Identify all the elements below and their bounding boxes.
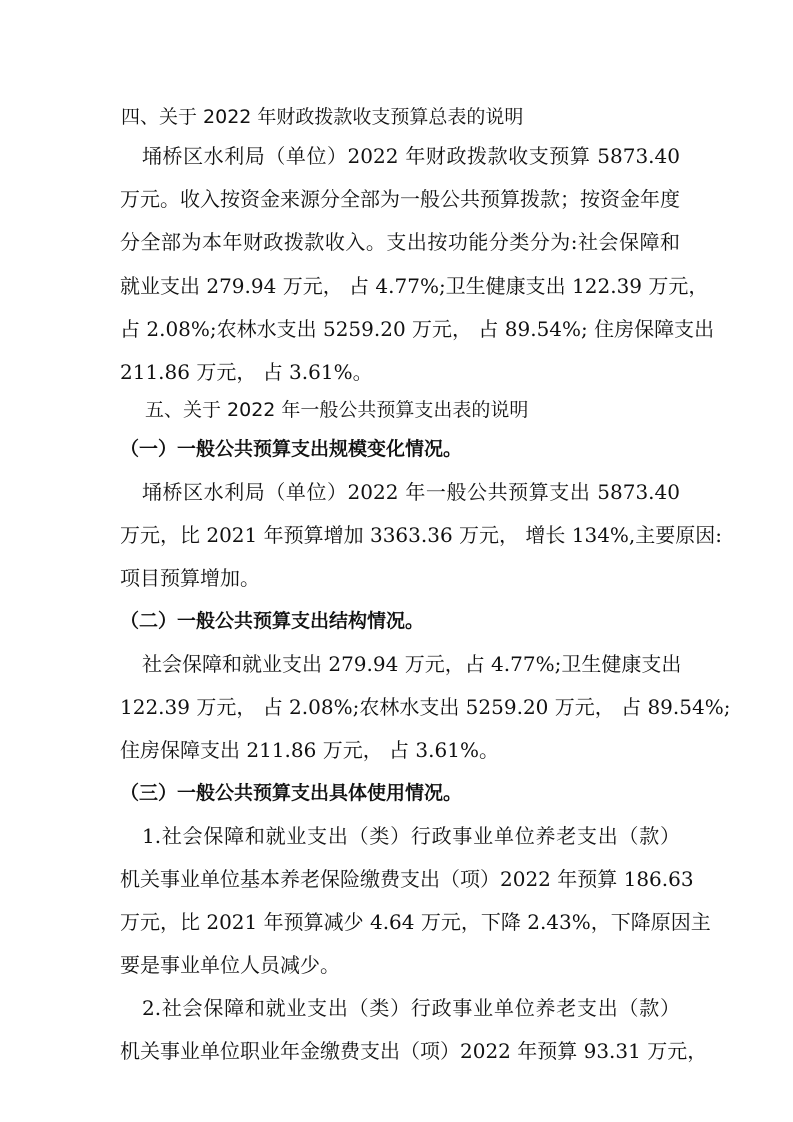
paragraph-line: 项目预算增加。 bbox=[120, 566, 260, 590]
subsection-2-title: （二）一般公共预算支出结构情况。 bbox=[120, 610, 425, 632]
subsection-3-title: （三）一般公共预算支出具体使用情况。 bbox=[120, 782, 463, 804]
subsection-1-title: （一）一般公共预算支出规模变化情况。 bbox=[120, 438, 463, 460]
paragraph-line: 要是事业单位人员减少。 bbox=[120, 953, 340, 977]
paragraph-line: 住房保障支出 211.86 万元， 占 3.61%。 bbox=[120, 738, 499, 762]
paragraph-line: 122.39 万元， 占 2.08%;农林水支出 5259.20 万元， 占 89.54%; bbox=[120, 695, 731, 719]
paragraph-line: 占 2.08%;农林水支出 5259.20 万元， 占 89.54%; 住房保障支出 bbox=[120, 317, 715, 341]
section-4-title: 四、关于 2022 年财政拨款收支预算总表的说明 bbox=[121, 106, 524, 128]
paragraph-line: 211.86 万元， 占 3.61%。 bbox=[120, 360, 373, 384]
paragraph-line: 就业支出 279.94 万元， 占 4.77%;卫生健康支出 122.39 万元， bbox=[120, 274, 709, 298]
paragraph-line: 机关事业单位基本养老保险缴费支出（项）2022 年预算 186.63 bbox=[120, 867, 694, 891]
paragraph-line: 万元，比 2021 年预算减少 4.64 万元，下降 2.43%，下降原因主 bbox=[120, 910, 711, 934]
paragraph-line: 万元，比 2021 年预算增加 3363.36 万元， 增长 134%,主要原因: bbox=[120, 523, 723, 547]
paragraph-line: 埇桥区水利局（单位）2022 年财政拨款收支预算 5873.40 bbox=[142, 144, 680, 168]
paragraph-line: 万元。收入按资金来源分全部为一般公共预算拨款；按资金年度 bbox=[120, 187, 680, 211]
section-5-title: 五、关于 2022 年一般公共预算支出表的说明 bbox=[145, 399, 529, 421]
paragraph-line: 社会保障和就业支出 279.94 万元，占 4.77%;卫生健康支出 bbox=[142, 652, 682, 676]
paragraph-line: 埇桥区水利局（单位）2022 年一般公共预算支出 5873.40 bbox=[142, 480, 680, 504]
paragraph-line: 2.社会保障和就业支出（类）行政事业单位养老支出（款） bbox=[142, 996, 680, 1020]
paragraph-line: 机关事业单位职业年金缴费支出（项）2022 年预算 93.31 万元， bbox=[120, 1039, 708, 1063]
paragraph-line: 分全部为本年财政拨款收入。支出按功能分类分为:社会保障和 bbox=[120, 230, 680, 254]
paragraph-line: 1.社会保障和就业支出（类）行政事业单位养老支出（款） bbox=[142, 824, 680, 848]
